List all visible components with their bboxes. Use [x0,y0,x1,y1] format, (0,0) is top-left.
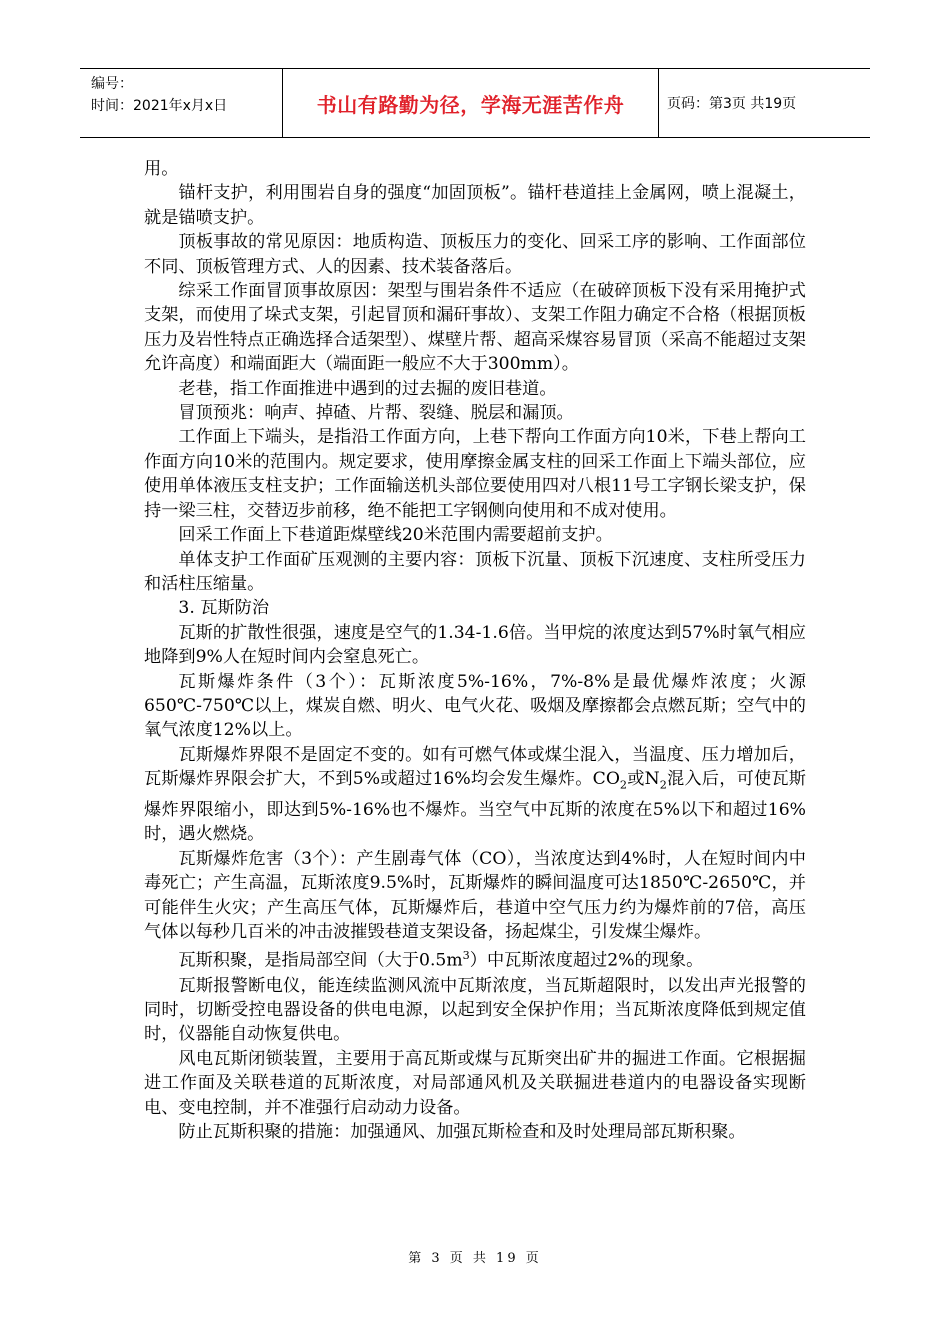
text-span: 瓦斯积聚，是指局部空间（大于0.5m [178,951,463,972]
text-span: 混入后，可使瓦斯爆炸界限缩小，即达到5%-16%也不爆炸。当空气中瓦斯的浓度在5%以下和超过16%时，遇火燃烧。 [144,769,806,845]
paragraph-accumulation [144,944,806,973]
paragraph: 瓦斯爆炸危害（3个）：产生剧毒气体（CO），当浓度达到4%时，人在短时间内中毒死亡；产生高温，瓦斯浓度9.5%时，瓦斯爆炸的瞬间温度可达1850℃-2650℃，并可能伴生火灾；产生高压气体，瓦斯爆炸后，巷道中空气压力约为爆炸前的7倍，高压气体以每秒几百米的冲击波摧毁巷道支架设备，扬起煤尘，引发煤尘爆炸。 [144,848,806,943]
paragraph: 单体支护工作面矿压观测的主要内容：顶板下沉量、顶板下沉速度、支柱所受压力和活柱压缩量。 [144,549,806,594]
page-header [80,68,870,138]
text-span: ）中瓦斯浓度超过2%的现象。 [469,951,704,972]
superscript: 3 [462,949,470,963]
paragraph: 瓦斯的扩散性很强，速度是空气的1.34-1.6倍。当甲烷的浓度达到57%时氧气相应地降到9%人在短时间内会窒息死亡。 [144,622,806,668]
header-meta [80,69,283,137]
paragraph: 防止瓦斯积聚的措施：加强通风、加强瓦斯检查和及时处理局部瓦斯积聚。 [178,1122,746,1143]
paragraph: 瓦斯爆炸条件（3个）：瓦斯浓度5%-16%，7%-8%是最优爆炸浓度；火源650℃-750℃以上，煤炭自燃、明火、电气火花、吸烟及摩擦都会点燃瓦斯；空气中的氧气浓度12%以上。 [144,671,806,741]
paragraph: 用。 [144,159,179,179]
document-time: 时间：2021年x月x日 [91,98,228,114]
paragraph: 瓦斯报警断电仪，能连续监测风流中瓦斯浓度，当瓦斯超限时，以发出声光报警的同时，切断受控电器设备的供电电源，以起到安全保护作用；当瓦斯浓度降低到规定值时，仪器能自动恢复供电。 [144,975,806,1045]
paragraph: 顶板事故的常见原因：地质构造、顶板压力的变化、回采工序的影响、工作面部位不同、顶板管理方式、人的因素、技术装备落后。 [144,232,806,277]
document-body [144,157,806,1144]
paragraph: 工作面上下端头，是指沿工作面方向，上巷下帮向工作面方向10米，下巷上帮向工作面方向10米的范围内。规定要求，使用摩擦金属支柱的回采工作面上下端头部位，应使用单体液压支柱支护；工作面输送机头部位要使用四对八根11号工字钢长梁支护，保持一梁三柱，交替迈步前移，绝不能把工字钢侧向使用和不成对使用。 [144,427,806,521]
paragraph: 综采工作面冒顶事故原因：架型与围岩条件不适应（在破碎顶板下没有采用掩护式支架，而使用了垛式支架，引起冒顶和漏矸事故）、支架工作阻力确定不合格（根据顶板压力及岩性特点正确选择合适架型）、煤壁片帮、超高采煤容易冒顶（采高不能超过支架允许高度）和端面距大（端面距一般应不大于300mm）。 [144,281,806,375]
paragraph: 老巷，指工作面推进中遇到的过去掘的废旧巷道。 [178,378,557,399]
document-number-label: 编号： [91,76,133,92]
paragraph: 回采工作面上下巷道距煤壁线20米范围内需要超前支护。 [178,525,613,546]
paragraph: 锚杆支护，利用围岩自身的强度“加固顶板”。锚杆巷道挂上金属网，喷上混凝土，就是锚喷支护。 [144,183,806,228]
header-page-info: 页码：第3页 共19页 [667,96,797,112]
subscript: 2 [659,778,667,792]
paragraph-gas-limit [144,743,806,847]
paragraph: 冒顶预兆：响声、掉碴、片帮、裂缝、脱层和漏顶。 [178,403,574,424]
text-span: 或N [627,769,660,790]
paragraph: 风电瓦斯闭锁装置，主要用于高瓦斯或煤与瓦斯突出矿井的掘进工作面。它根据掘进工作面及关联巷道的瓦斯浓度，对局部通风机及关联掘进巷道内的电器设备实现断电、变电控制，并不准强行启动动力设备。 [144,1048,806,1118]
section-heading: 3. 瓦斯防治 [178,598,270,619]
subscript: 2 [619,778,628,792]
page-footer: 第 3 页 共 19 页 [408,1251,542,1266]
header-motto: 书山有路勤为径，学海无涯苦作舟 [283,69,659,137]
text-span: 瓦斯爆炸界限不是固定不变的。如有可燃气体或煤尘混入，当温度、压力增加后，瓦斯爆炸界限会扩大，不到5%或超过16%均会发生爆炸。CO [144,744,806,790]
